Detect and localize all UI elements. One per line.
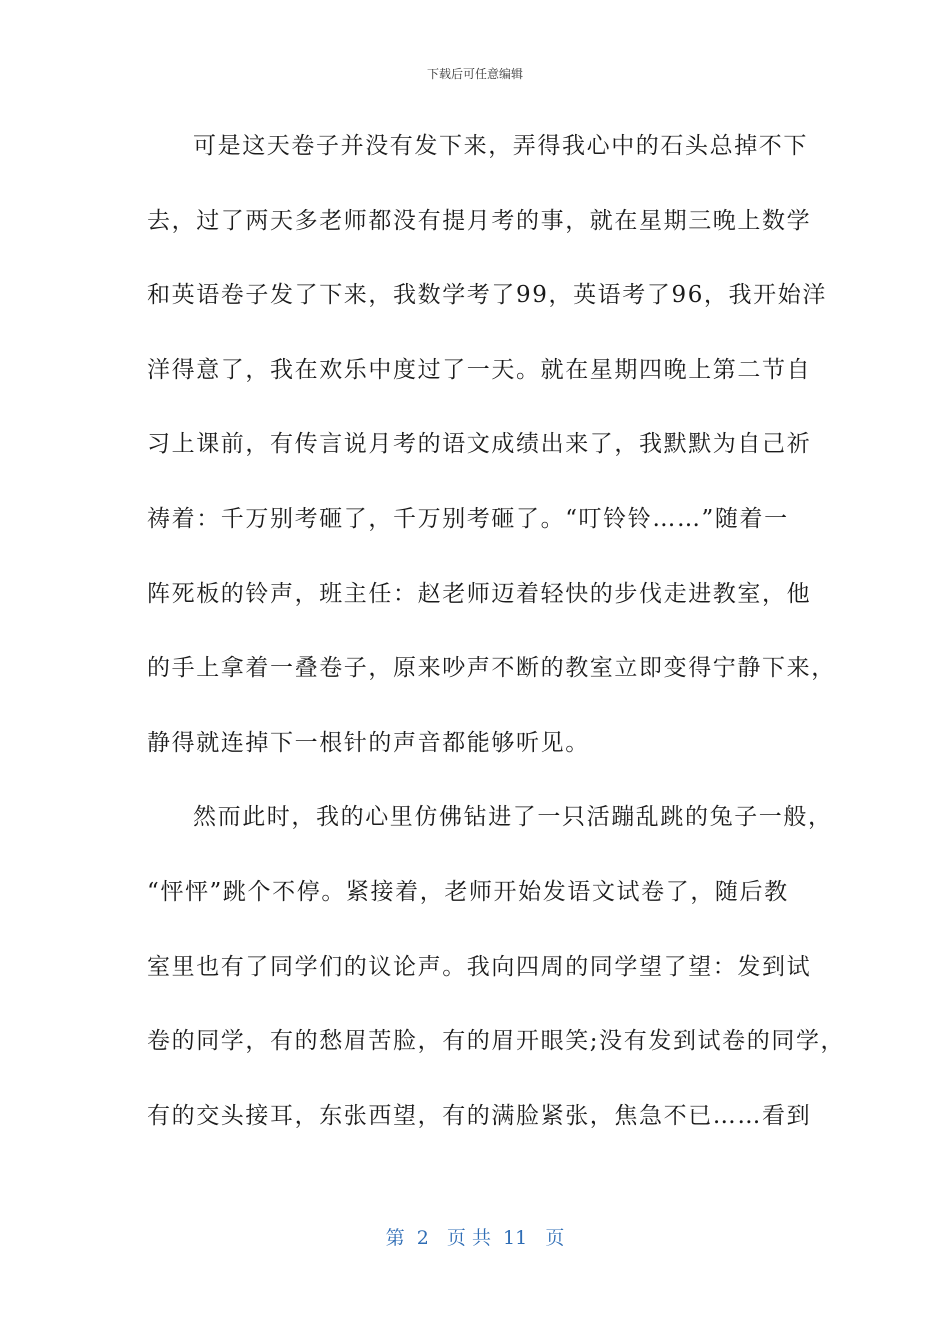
paragraph xyxy=(147,124,836,795)
text-line: 和英语卷子发了下来，我数学考了99，英语考了96，我开始洋 xyxy=(147,282,827,309)
text-line: 有的交头接耳，东张西望，有的满脸紧张，焦急不已……看到 xyxy=(147,1102,812,1129)
text-line: 洋得意了，我在欢乐中度过了一天。就在星期四晚上第二节自 xyxy=(147,356,812,383)
text-line: 室里也有了同学们的议论声。我向四周的同学望了望：发到试 xyxy=(147,953,812,980)
page-header: 下载后可任意编辑 xyxy=(426,67,523,81)
text-line: 然而此时，我的心里仿佛钻进了一只活蹦乱跳的兔子一般， xyxy=(193,804,833,831)
text-line: 的手上拿着一叠卷子，原来吵声不断的教室立即变得宁静下来， xyxy=(147,655,836,682)
text-line: 卷的同学，有的愁眉苦脸，有的眉开眼笑;没有发到试卷的同学， xyxy=(147,1028,846,1055)
text-line: 习上课前，有传言说月考的语文成绩出来了，我默默为自己祈 xyxy=(147,431,812,458)
paragraph xyxy=(147,795,846,1168)
text-line: 静得就连掉下一根针的声音都能够听见。 xyxy=(147,729,590,756)
page-number-footer: 第 2 页 共 11 页 xyxy=(385,1227,565,1249)
text-line: “怦怦”跳个不停。紧接着，老师开始发语文试卷了，随后教 xyxy=(147,878,789,905)
document-body xyxy=(147,124,846,1168)
text-line: 去，过了两天多老师都没有提月考的事，就在星期三晚上数学 xyxy=(147,207,812,234)
text-line: 可是这天卷子并没有发下来，弄得我心中的石头总掉不下 xyxy=(193,133,808,159)
text-line: 阵死板的铃声，班主任：赵老师迈着轻快的步伐走进教室，他 xyxy=(147,580,812,607)
text-line: 祷着：千万别考砸了，千万别考砸了。“叮铃铃……”随着一 xyxy=(147,505,789,532)
